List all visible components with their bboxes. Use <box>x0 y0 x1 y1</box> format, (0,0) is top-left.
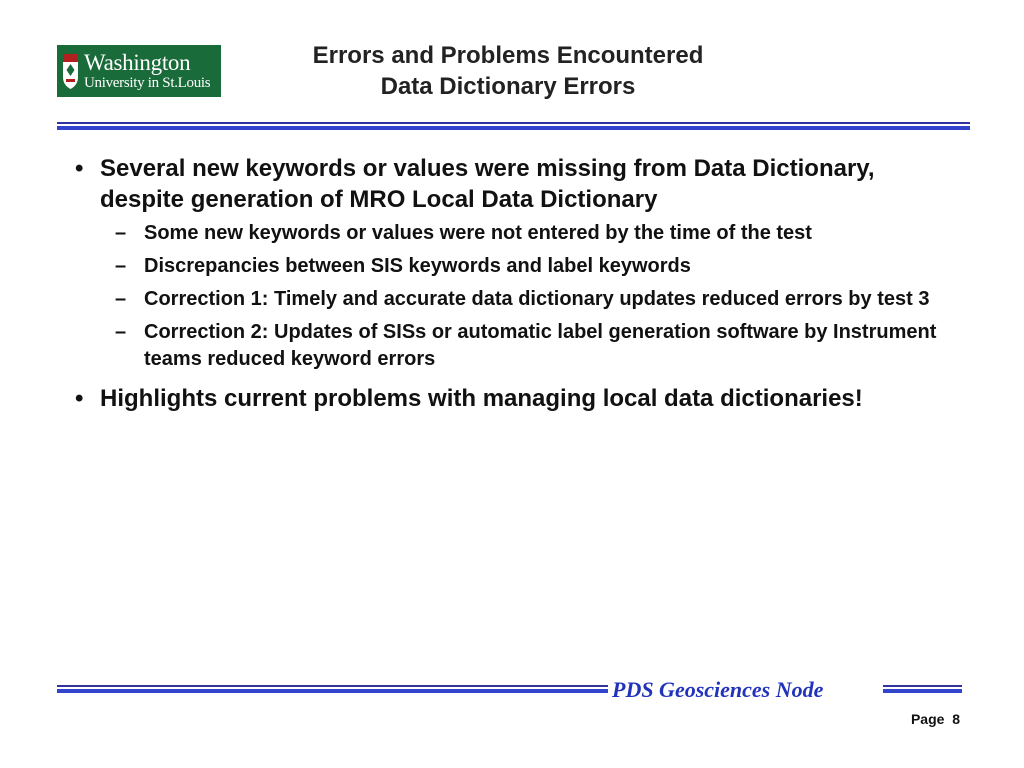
slide-subtitle: Data Dictionary Errors <box>380 73 636 100</box>
bullet-marker: • <box>75 385 84 412</box>
sub-bullet-item <box>70 220 960 247</box>
page-number <box>911 711 960 727</box>
bullet-marker: • <box>75 155 84 182</box>
dash-marker: – <box>115 288 127 310</box>
logo-line2: University in St.Louis <box>84 75 211 91</box>
dash-marker: – <box>115 321 127 343</box>
footer-divider-right <box>883 685 962 693</box>
sub-bullet-text: Some new keywords or values were not entered by the time of the test <box>144 222 812 244</box>
page-value: 8 <box>952 711 960 727</box>
dash-marker: – <box>115 222 127 244</box>
slide-title: Errors and Problems Encountered <box>312 42 704 69</box>
university-logo <box>57 45 221 97</box>
bullet-text: Several new keywords or values were missing from Data Dictionary, despite generation of MRO Local Data Dictionary <box>100 155 875 213</box>
slide-content <box>70 153 960 414</box>
logo-wordmark <box>84 51 210 91</box>
footer-organization: PDS Geosciences Node <box>612 677 824 702</box>
shield-icon <box>62 52 79 90</box>
sub-bullet-item <box>70 286 960 313</box>
header-divider <box>57 122 970 130</box>
sub-bullet-text: Correction 1: Timely and accurate data dictionary updates reduced errors by test 3 <box>144 288 930 310</box>
sub-bullet-item <box>70 253 960 280</box>
page-label: Page <box>910 711 945 727</box>
bullet-item <box>70 383 960 414</box>
sub-bullet-text: Discrepancies between SIS keywords and label keywords <box>144 255 691 277</box>
sub-bullet-item <box>70 319 960 373</box>
dash-marker: – <box>115 255 127 277</box>
sub-bullet-text: Correction 2: Updates of SISs or automatic label generation software by Instrument teams reduced keyword errors <box>144 321 937 370</box>
bullet-item <box>70 153 960 215</box>
footer-divider-left <box>57 685 608 693</box>
bullet-text: Highlights current problems with managing local data dictionaries! <box>100 385 863 412</box>
logo-line1: Washington <box>84 50 191 75</box>
